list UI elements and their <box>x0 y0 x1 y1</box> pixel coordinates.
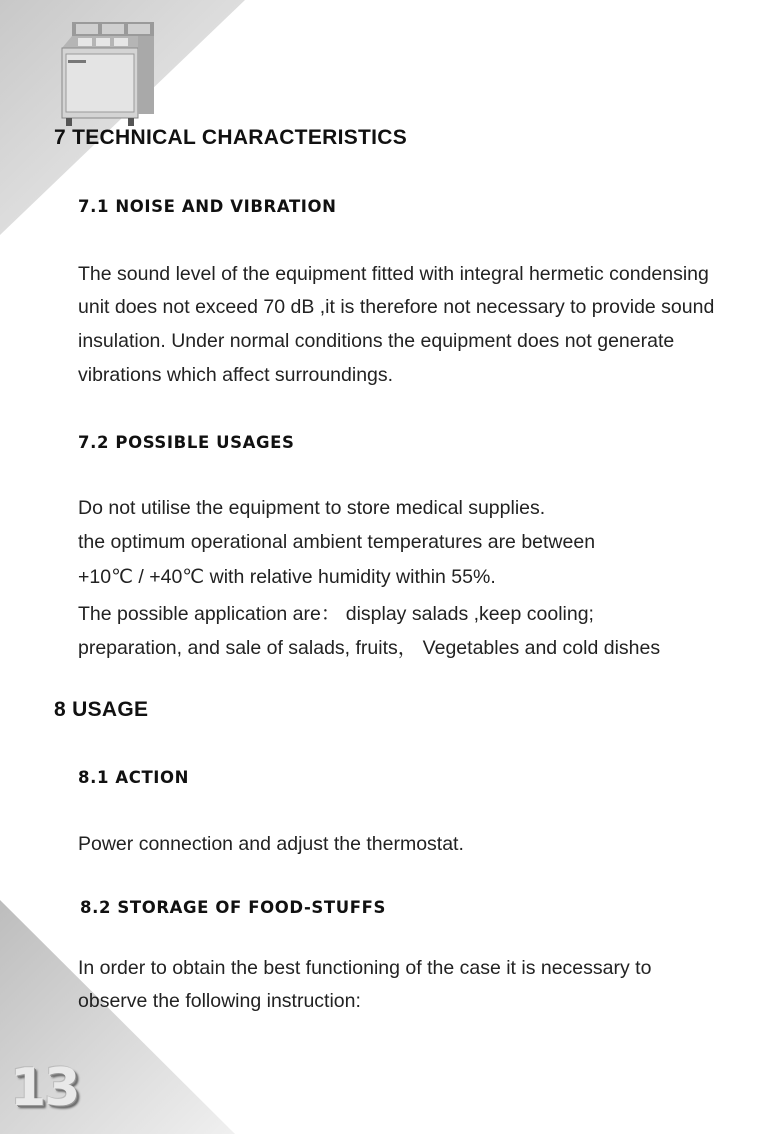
paragraph-line: In order to obtain the best functioning of the case it is necessary to <box>78 957 652 979</box>
paragraph-line: vibrations which affect surroundings. <box>78 364 394 386</box>
paragraph-line: the optimum operational ambient temperatures are between <box>78 531 596 553</box>
paragraph-line: +10℃ / +40℃ with relative humidity within 55%. <box>78 566 496 588</box>
refrigerator-illustration <box>58 18 158 128</box>
paragraph-line: observe the following instruction: <box>78 990 361 1012</box>
paragraph-line: The possible application are： display salads ,keep cooling; <box>78 603 594 625</box>
section-7-1-heading: 7.1 NOISE AND VIBRATION <box>78 197 337 216</box>
paragraph-line: Do not utilise the equipment to store medical supplies. <box>78 497 546 519</box>
section-8-title: 8 USAGE <box>54 698 149 721</box>
paragraph-line: insulation. Under normal conditions the equipment does not generate <box>78 330 675 352</box>
section-8-1-heading: 8.1 ACTION <box>78 768 190 787</box>
section-7-title: 7 TECHNICAL CHARACTERISTICS <box>54 126 408 149</box>
section-8-2-heading: 8.2 STORAGE OF FOOD-STUFFS <box>80 898 386 917</box>
section-7-2-heading: 7.2 POSSIBLE USAGES <box>78 433 295 452</box>
paragraph-line: The sound level of the equipment fitted with integral hermetic condensing <box>78 263 709 285</box>
page-number: 13 <box>10 1058 79 1118</box>
paragraph-line: Power connection and adjust the thermostat. <box>78 833 464 855</box>
paragraph-line: unit does not exceed 70 dB ,it is therefore not necessary to provide sound <box>78 296 715 318</box>
paragraph-line: preparation, and sale of salads, fruits， Vegetables and cold dishes <box>78 637 661 659</box>
